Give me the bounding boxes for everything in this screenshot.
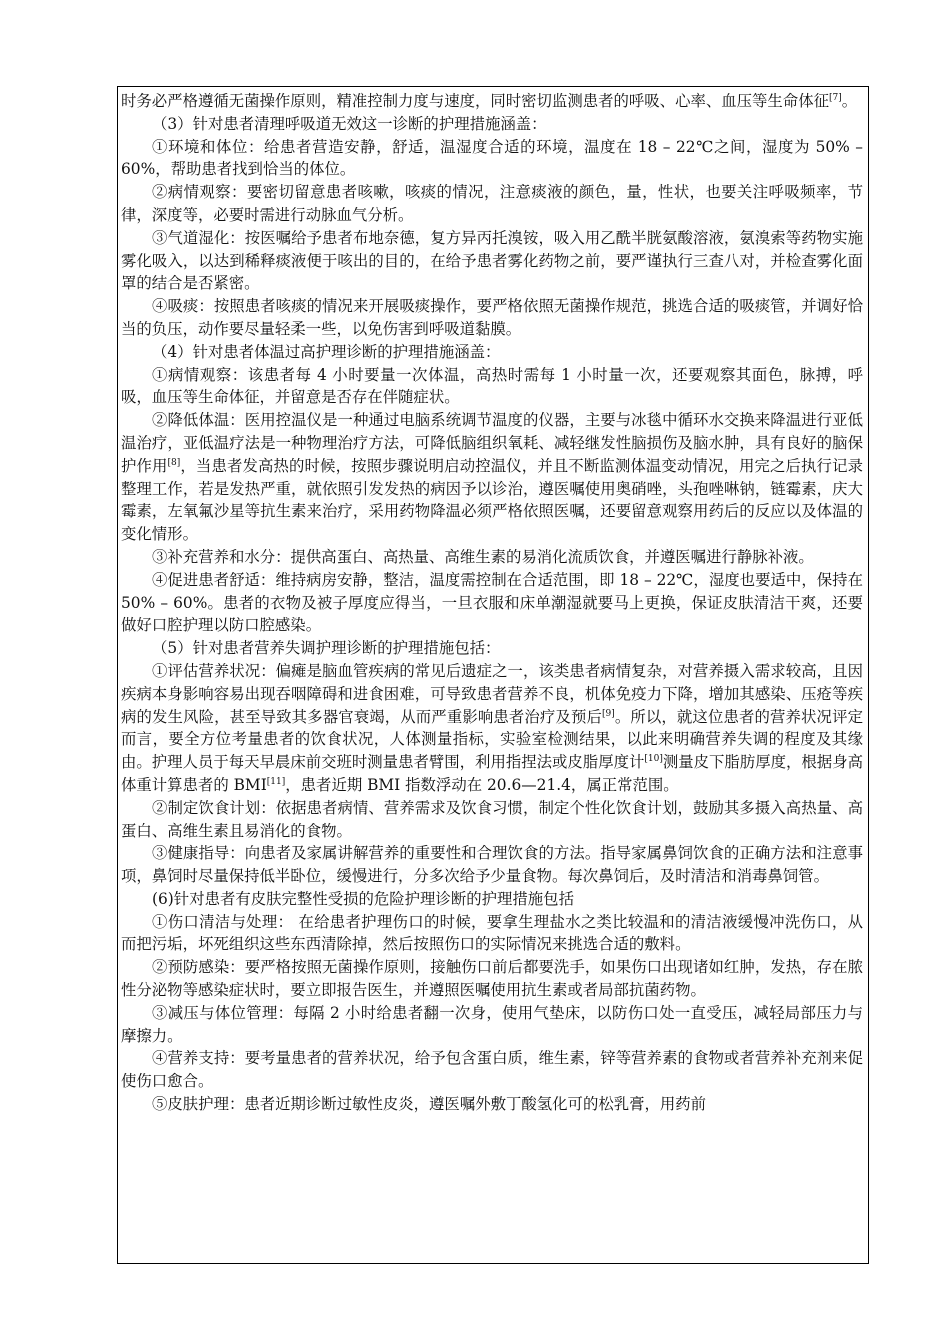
paragraph-text: ①环境和体位：给患者营造安静，舒适，温湿度合适的环境，温度在 18 – 22℃之间，湿度为 50% – 60%，帮助患者找到恰当的体位。 (121, 137, 863, 179)
paragraph (121, 113, 863, 136)
citation-marker: [8] (167, 457, 181, 468)
paragraph-text: （4）针对患者体温过高护理诊断的护理措施涵盖： (152, 342, 501, 361)
citation-marker: [10] (644, 753, 663, 764)
document-body (121, 90, 863, 1116)
paragraph (121, 364, 863, 410)
paragraph-text: ③补充营养和水分：提供高蛋白、高热量、高维生素的易消化流质饮食，并遵医嘱进行静脉补液。 (152, 547, 814, 566)
paragraph (121, 888, 863, 911)
paragraph (121, 797, 863, 843)
paragraph-text: ①伤口清洁与处理： 在给患者护理伤口的时候，要拿生理盐水之类比较温和的清洁液缓慢冲洗伤口，从而把污垢，坏死组织这些东西清除掉，然后按照伤口的实际情况来挑选合适的敷料。 (121, 912, 863, 954)
citation-marker: [11] (266, 776, 286, 787)
citation-marker: [9] (601, 708, 615, 719)
paragraph-text: (6)针对患者有皮肤完整性受损的危险护理诊断的护理措施包括 (152, 889, 574, 908)
paragraph-text: ②降低体温：医用控温仪是一种通过电脑系统调节温度的仪器，主要与冰毯中循环水交换来降温进行亚低温治疗，亚低温疗法是一种物理治疗方法，可降低脑组织氧耗、减轻继发性脑损伤及脑水肿，具有良好的脑保护作用 (121, 411, 863, 475)
paragraph (121, 1093, 863, 1116)
paragraph (121, 181, 863, 227)
paragraph-text: ③健康指导：向患者及家属讲解营养的重要性和合理饮食的方法。指导家属鼻饲饮食的正确方法和注意事项，鼻饲时尽量保持低半卧位，缓慢进行，分多次给予少量食物。每次鼻饲后，及时清洁和消毒鼻饲管。 (121, 844, 863, 886)
paragraph-text: ①病情观察：该患者每 4 小时要量一次体温，高热时需每 1 小时量一次，还要观察其面色，脉搏，呼吸，血压等生命体征，并留意是否存在伴随症状。 (121, 365, 863, 407)
paragraph (121, 409, 863, 546)
paragraph-text: 。所以，就这位患者的营养状况评定而言，要全方位考量患者的饮食状况，人体测量指标，实验室检测结果，以此来明确营养失调的程度及其缘由。护理人员于每天早晨床前交班时测量患者臂围，利用指捏法或皮脂厚度计 (121, 707, 863, 772)
paragraph-text: ⑤皮肤护理：患者近期诊断过敏性皮炎，遵医嘱外敷丁酸氢化可的松乳膏，用药前 (152, 1095, 707, 1114)
paragraph-text: ，患者近期 BMI 指数浮动在 20.6—21.4，属正常范围。 (285, 775, 679, 794)
paragraph (121, 660, 863, 797)
paragraph-text: （5）针对患者营养失调护理诊断的护理措施包括： (152, 639, 501, 658)
paragraph-text: ③气道湿化：按医嘱给予患者布地奈德，复方异丙托溴铵，吸入用乙酰半胱氨酸溶液，氨溴索等药物实施雾化吸入，以达到稀释痰液便于咳出的目的，在给予患者雾化药物之前，要严谨执行三查八对，并检查雾化面罩的结合是否紧密。 (121, 228, 863, 293)
paragraph-text: 测量皮下脂肪厚度，根据身高体重计算患者的 BMI (121, 753, 863, 794)
paragraph (121, 842, 863, 888)
paragraph (121, 911, 863, 957)
paragraph-text: ②制定饮食计划：依据患者病情、营养需求及饮食习惯，制定个性化饮食计划，鼓励其多摄入高热量、高蛋白、高维生素且易消化的食物。 (121, 798, 863, 840)
paragraph-text: ③减压与体位管理：每隔 2 小时给患者翻一次身，使用气垫床，以防伤口处一直受压，减轻局部压力与摩擦力。 (121, 1003, 863, 1045)
paragraph-text: （3）针对患者清理呼吸道无效这一诊断的护理措施涵盖： (152, 114, 547, 133)
paragraph-text: ，当患者发高热的时候，按照步骤说明启动控温仪，并且不断监测体温变动情况，用完之后执行记录整理工作，若是发热严重，就依照引发发热的病因予以诊治，遵医嘱使用奥硝唑，头孢唑啉钠，链霉素，庆大霉素，左氧氟沙星等抗生素来治疗，采用药物降温必须严格依照医嘱，还要留意观察用药后的反应以及体温的变化情形。 (121, 456, 863, 544)
paragraph (121, 1002, 863, 1048)
paragraph (121, 1047, 863, 1093)
paragraph-text: ④吸痰：按照患者咳痰的情况来开展吸痰操作，要严格依照无菌操作规范，挑选合适的吸痰管，并调好恰当的负压，动作要尽量轻柔一些，以免伤害到呼吸道黏膜。 (121, 297, 863, 338)
paragraph-text: ④促进患者舒适：维持病房安静，整洁，温度需控制在合适范围，即 18 – 22℃，湿度也要适中，保持在 50% – 60%。患者的衣物及被子厚度应得当，一旦衣服和床单潮湿就要马上更换，保证皮肤清洁干爽，还要做好口腔护理以防口腔感染。 (121, 570, 863, 635)
paragraph (121, 90, 863, 113)
paragraph (121, 295, 863, 341)
paragraph (121, 136, 863, 182)
paragraph-text: ②病情观察：要密切留意患者咳嗽，咳痰的情况，注意痰液的颜色，量，性状，也要关注呼吸频率，节律，深度等，必要时需进行动脉血气分析。 (121, 183, 863, 224)
paragraph (121, 637, 863, 660)
paragraph-text: ②预防感染：要严格按照无菌操作原则，接触伤口前后都要洗手，如果伤口出现诸如红肿，发热，存在脓性分泌物等感染症状时，要立即报告医生，并遵照医嘱使用抗生素或者局部抗菌药物。 (121, 958, 863, 1000)
citation-marker: [7] (828, 92, 842, 103)
paragraph (121, 341, 863, 364)
paragraph-text: 时务必严格遵循无菌操作原则，精准控制力度与速度，同时密切监测患者的呼吸、心率、血压等生命体征 (121, 92, 829, 110)
paragraph (121, 956, 863, 1002)
paragraph (121, 569, 863, 637)
paragraph (121, 227, 863, 295)
paragraph (121, 546, 863, 569)
paragraph-text: ④营养支持：要考量患者的营养状况，给予包含蛋白质，维生素，锌等营养素的食物或者营养补充剂来促使伤口愈合。 (121, 1049, 863, 1091)
paragraph-text: ①评估营养状况：偏瘫是脑血管疾病的常见后遗症之一，该类患者病情复杂，对营养摄入需求较高，且因疾病本身影响容易出现吞咽障碍和进食困难，可导致患者营养不良，机体免疫力下降，增加其感染、压疮等疾病的发生风险，甚至导致其多器官衰竭，从而严重影响患者治疗及预后 (121, 661, 863, 726)
paragraph-text: 。 (841, 92, 858, 110)
